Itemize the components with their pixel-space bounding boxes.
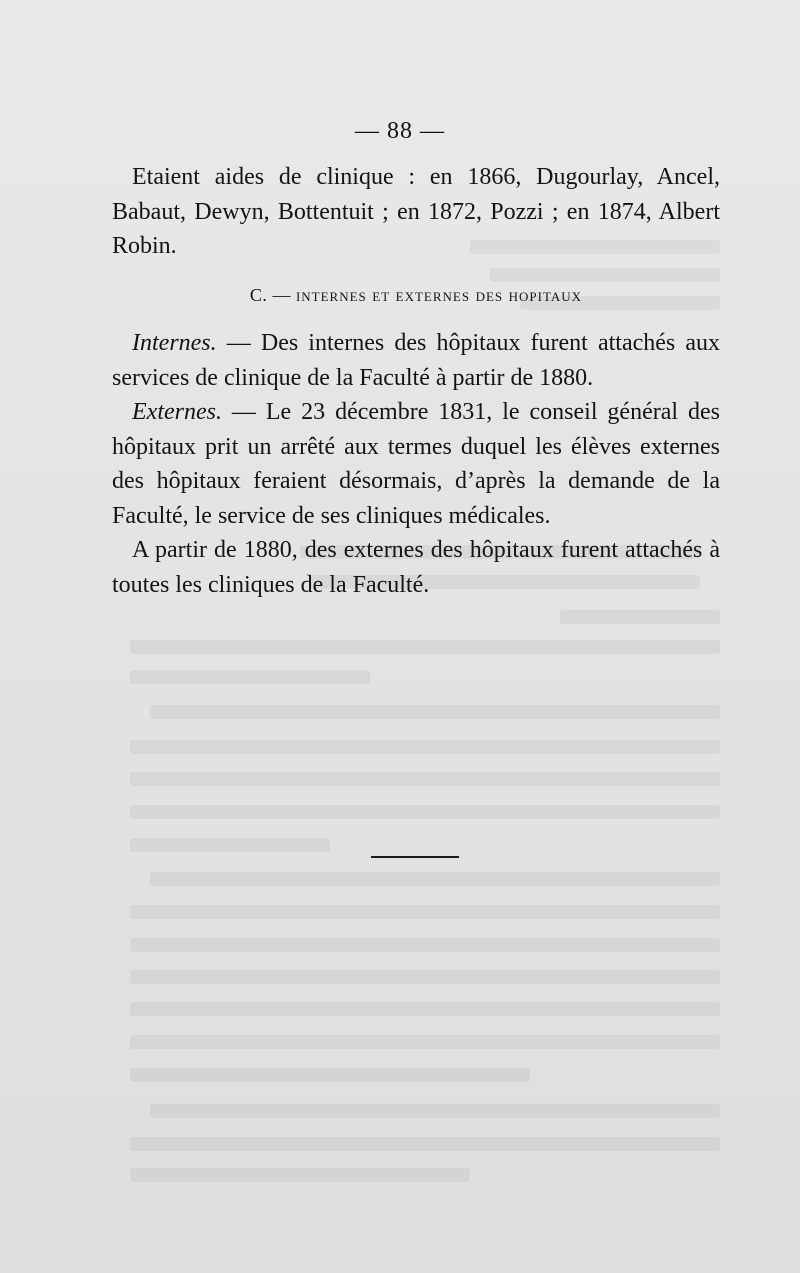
section-title: internes et externes des hopitaux: [295, 285, 583, 305]
internes-externes-block: [112, 326, 720, 602]
partir-de-1880-paragraph: A partir de 1880, des externes des hôpitaux furent attachés à toutes les cliniques de la Faculté.: [112, 537, 720, 598]
section-dash: —: [272, 285, 291, 305]
aides-de-clinique-block: [112, 160, 720, 264]
externes-text: — Le 23 décembre 1831, le conseil général des hôpitaux prit un arrêté aux termes duquel les élèves externes des hôpitaux feraient désormais, d’après la demande de la Faculté, le service de ses cliniques médicales.: [112, 399, 720, 529]
aides-de-clinique-paragraph: Etaient aides de clinique : en 1866, Dugourlay, Ancel, Babaut, Dewyn, Bottentuit ; en 1872, Pozzi ; en 1874, Albert Robin.: [112, 164, 720, 259]
externes-paragraph: [112, 395, 720, 533]
externes-label: Externes.: [132, 399, 222, 425]
section-letter: C.: [249, 285, 268, 305]
internes-paragraph: [112, 326, 720, 395]
page-number: — 88 —: [355, 118, 445, 144]
internes-label: Internes.: [132, 330, 217, 356]
internes-text: — Des internes des hôpitaux furent attachés aux services de clinique de la Faculté à partir de 1880.: [112, 330, 720, 391]
closing-rule: [371, 856, 459, 858]
section-heading: [112, 285, 720, 306]
